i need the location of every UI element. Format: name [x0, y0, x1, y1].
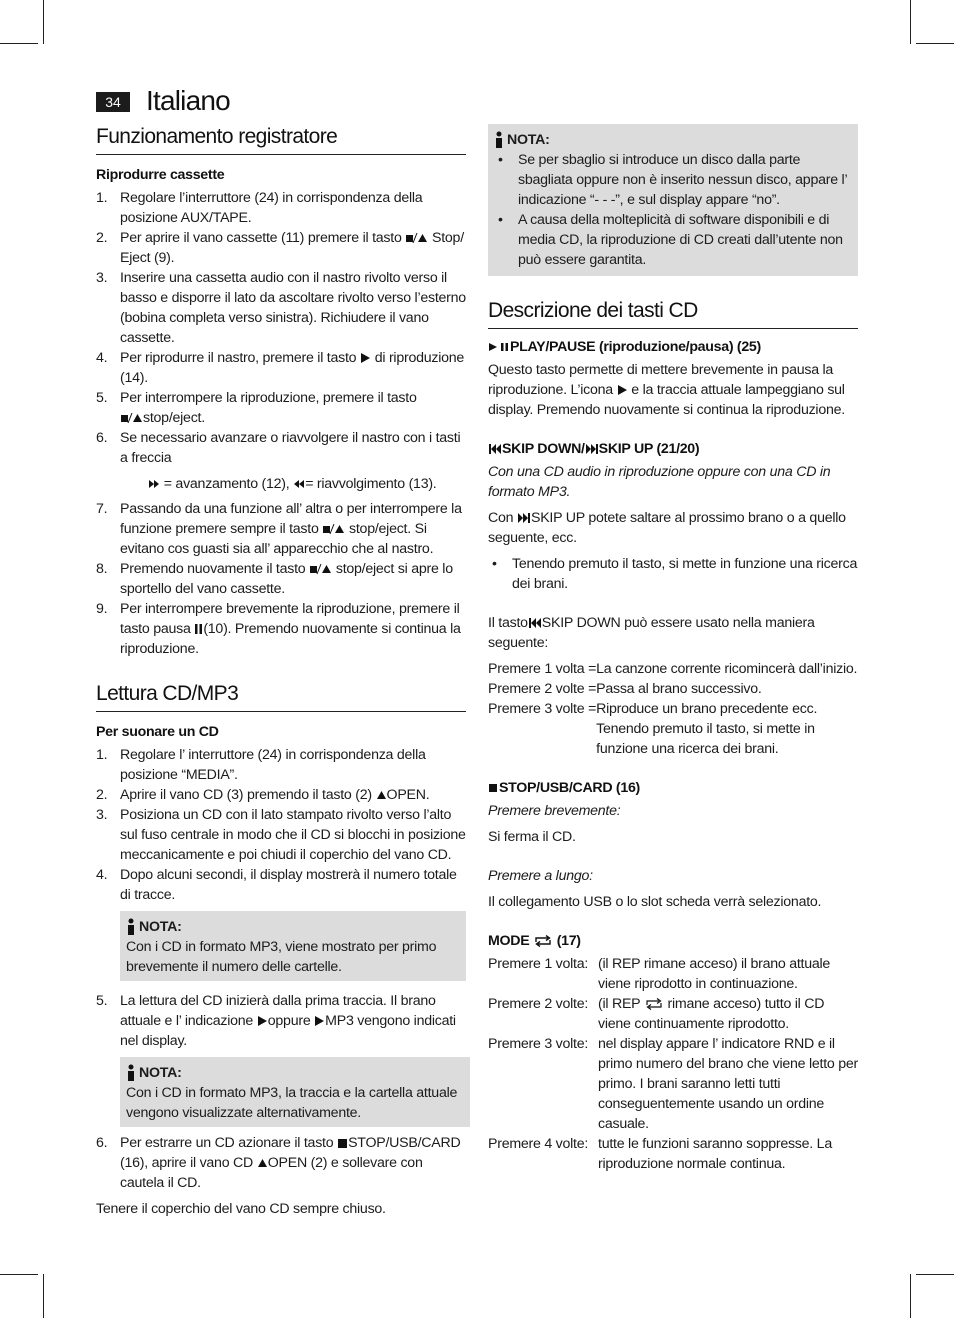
- info-icon: [494, 131, 504, 149]
- list-item: • Tenendo premuto il tasto, si mette in funzione una ricerca dei brani.: [488, 554, 858, 594]
- note-text: Con i CD in formato MP3, viene mostrato per primo brevemente il numero delle cartelle.: [126, 939, 437, 975]
- subtitle-play-cd: Per suonare un CD: [96, 724, 219, 740]
- list-item: 4. Dopo alcuni secondi, il display mostrerà il numero totale di tracce. NOTA: Con i CD in formato MP3, viene mostrato per primo brevemente il numero delle cartelle.: [96, 865, 466, 991]
- stop-icon: [337, 1137, 348, 1149]
- table-row: Premere 4 volte: tutte le funzioni saranno soppresse. La riproduzione normale continua.: [488, 1136, 832, 1172]
- heading-skip: SKIP DOWN/ SKIP UP (21/20): [488, 439, 858, 459]
- heading-stop: STOP/USB/CARD (16): [488, 778, 858, 798]
- list-item: 7. Passando da una funzione all’ altra o per interrompere la funzione premere sempre il tasto stop/eject. Si evitano cos guasti sia all’ apparecchio che al nastro.: [96, 501, 462, 557]
- list-item: 3. Posiziona un CD con il lato stampato rivolto verso l’alto sul fuso centrale in modo che il CD si blocchi in posizione meccanicamente e poi chiudi il coperchio del vano CD.: [96, 807, 466, 863]
- note-list: [494, 150, 850, 270]
- skip-forward-icon: [517, 512, 531, 524]
- info-icon: [126, 1064, 136, 1082]
- skip-back-icon: [528, 617, 542, 629]
- table-row: Premere 1 volta = La canzone corrente ricomincerà dall’inizio.: [488, 661, 858, 677]
- table-row: Premere 1 volta: (il REP rimane acceso) il brano attuale viene riprodotto in continuazione.: [488, 956, 831, 992]
- eject-icon: [376, 789, 387, 801]
- section-title-recorder: Funzionamento registratore: [96, 124, 466, 155]
- stop-long-text: Il collegamento USB o lo slot scheda verrà selezionato.: [488, 894, 822, 910]
- list-item: 2. Per aprire il vano cassette (11) premere il tasto Stop/ Eject (9).: [96, 230, 464, 266]
- list-item: • A causa della molteplicità di software disponibili e di media CD, la riproduzione di CD creati dall’utente non può essere garantita.: [494, 210, 850, 270]
- mode-table: [488, 954, 858, 1174]
- crop-mark: [916, 43, 954, 44]
- play-icon: [360, 352, 371, 364]
- list-item: 6. Per estrarre un CD azionare il tasto STOP/USB/CARD (16), aprire il vano CD OPEN (2) e sollevare con cautela il CD.: [96, 1135, 461, 1191]
- play-pause-icon: [488, 341, 510, 353]
- recorder-steps: [96, 188, 466, 659]
- eject-icon: [257, 1157, 268, 1169]
- note-label: NOTA:: [139, 919, 182, 935]
- play-icon: [257, 1015, 268, 1027]
- subtitle-play-cassette: Riprodurre cassette: [96, 167, 225, 183]
- crop-mark: [910, 0, 911, 44]
- list-item: 9. Per interrompere brevemente la riproduzione, premere il tasto pausa (10). Premendo nuovamente si continua la riproduzione.: [96, 601, 461, 657]
- page-title: Italiano: [146, 85, 230, 116]
- play-icon: [617, 384, 628, 396]
- crop-mark: [0, 1274, 38, 1275]
- stop-eject-icon: [322, 523, 345, 535]
- section-title-buttons: Descrizione dei tasti CD: [488, 298, 858, 329]
- crop-mark: [43, 0, 44, 44]
- info-icon: [126, 918, 136, 936]
- cd-steps: [96, 745, 466, 1193]
- stop-icon: [488, 782, 499, 794]
- note-text: Con i CD in formato MP3, la traccia e la cartella attuale vengono visualizzate alternativamente.: [126, 1085, 458, 1121]
- list-item: 8. Premendo nuovamente il tasto stop/eject si apre lo sportello del vano cassette.: [96, 561, 453, 597]
- table-row: Premere 2 volte: (il REP rimane acceso) tutto il CD viene continuamente riprodotto.: [488, 996, 825, 1032]
- stop-short-text: Si ferma il CD.: [488, 829, 576, 845]
- page-number: 34: [96, 92, 130, 112]
- list-item: 4. Per riprodurre il nastro, premere il tasto di riproduzione (14).: [96, 350, 465, 386]
- skip-up-text: Con SKIP UP potete saltare al prossimo brano o a quello seguente, ecc.: [488, 510, 846, 546]
- list-item: 1. Regolare l’ interruttore (24) in corrispondenza della posizione “MEDIA”.: [96, 747, 426, 783]
- note-box: [488, 124, 858, 276]
- stop-eject-icon: [309, 563, 332, 575]
- play-description: Questo tasto permette di mettere brevemente in pausa la riproduzione. L’icona e la traccia attuale lampeggiano sul display. Premendo nuovamente si continua la riproduzione.: [488, 362, 845, 418]
- play-icon: [314, 1015, 325, 1027]
- stop-eject-icon: [120, 412, 143, 424]
- note-label: NOTA:: [139, 1065, 182, 1081]
- crop-mark: [916, 1274, 954, 1275]
- skip-bullets: [488, 554, 858, 594]
- skip-intro: Con una CD audio in riproduzione oppure con una CD in formato MP3.: [488, 464, 831, 500]
- fast-forward-icon: [148, 478, 160, 490]
- note-label: NOTA:: [507, 132, 550, 148]
- skip-forward-icon: [585, 443, 599, 455]
- note-box: [120, 1057, 470, 1127]
- right-column: [488, 124, 858, 1174]
- table-row: Premere 3 volte = Riproduce un brano precedente ecc. Tenendo premuto il tasto, si mette in funzione una ricerca dei brani.: [488, 701, 818, 757]
- list-item: • Se per sbaglio si introduce un disco dalla parte sbagliata oppure non è inserito nessun disco, appare l’ indicazione “- - -”, e sul display appare “no”.: [494, 150, 850, 210]
- heading-mode: MODE (17): [488, 933, 581, 949]
- repeat-icon: [533, 935, 553, 947]
- stop-short-label: Premere brevemente:: [488, 803, 621, 819]
- list-item: 3. Inserire una cassetta audio con il nastro rivolto verso il basso e disporre il lato da ascoltare rivolto verso l’esterno (bobina completa verso sinistra). Richiudere il vano cassette.: [96, 270, 466, 346]
- list-item: 5. La lettura del CD inizierà dalla prima traccia. Il brano attuale e l’ indicazione oppure MP3 vengono indicati nel display. NOTA: Con i CD in formato MP3, la traccia e la cartella attuale vengono visualizzate alternativamente.: [96, 991, 466, 1133]
- left-column: [96, 124, 466, 1219]
- pause-icon: [194, 623, 203, 635]
- note-box: [120, 911, 466, 981]
- heading-play-pause: PLAY/PAUSE (riproduzione/pausa) (25): [488, 337, 858, 357]
- stop-eject-icon: [405, 232, 428, 244]
- list-item: 1. Regolare l’interruttore (24) in corrispondenza della posizione AUX/TAPE.: [96, 190, 423, 226]
- crop-mark: [0, 43, 38, 44]
- list-item: 6. Se necessario avanzare o riavvolgere il nastro con i tasti a freccia = avanzamento (12), = riavvolgimento (13).: [96, 430, 461, 492]
- section-title-cd: Lettura CD/MP3: [96, 681, 466, 712]
- skip-down-table: [488, 659, 858, 759]
- repeat-icon: [644, 998, 664, 1010]
- table-row: Premere 3 volte: nel display appare l’ indicatore RND e il primo numero del brano che viene letto per primo. I brani saranno letti tutti conseguentemente usando un ordine casuale.: [488, 1036, 859, 1132]
- rewind-icon: [293, 478, 305, 490]
- skip-back-icon: [488, 443, 502, 455]
- crop-mark: [43, 1274, 44, 1318]
- closing-text: Tenere il coperchio del vano CD sempre chiuso.: [96, 1201, 386, 1217]
- list-item: 5. Per interrompere la riproduzione, premere il tasto stop/eject.: [96, 390, 417, 426]
- table-row: Premere 2 volte = Passa al brano successivo.: [488, 681, 762, 697]
- stop-long-label: Premere a lungo:: [488, 868, 593, 884]
- list-item: 2. Aprire il vano CD (3) premendo il tasto (2) OPEN.: [96, 787, 430, 803]
- crop-mark: [910, 1274, 911, 1318]
- skip-down-text: Il tasto SKIP DOWN può essere usato nella maniera seguente:: [488, 615, 815, 651]
